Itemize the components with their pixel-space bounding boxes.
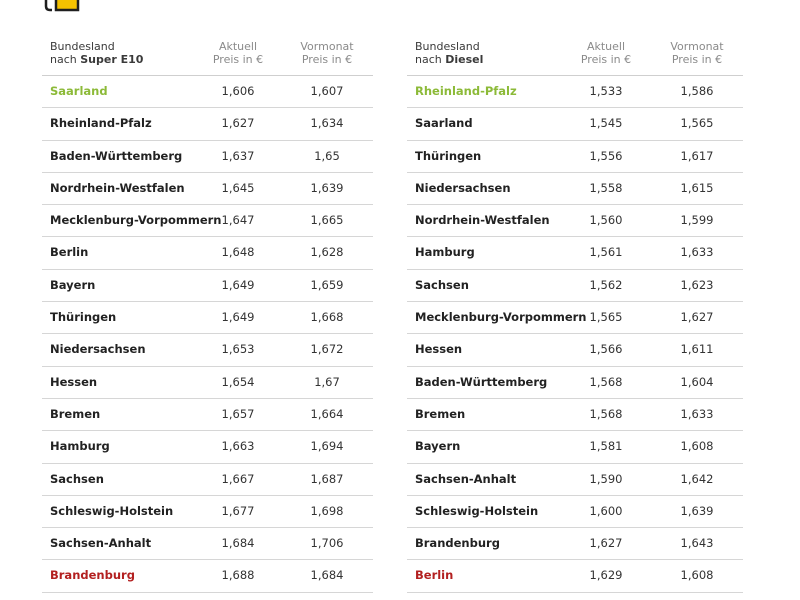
previous-price: 1,599 bbox=[680, 213, 714, 228]
state-name: Berlin bbox=[415, 568, 454, 583]
previous-price: 1,664 bbox=[310, 406, 344, 421]
previous-price: 1,615 bbox=[680, 180, 714, 195]
table-body bbox=[42, 76, 373, 593]
current-price: 1,649 bbox=[221, 310, 255, 325]
table-diesel bbox=[407, 37, 743, 593]
current-price: 1,545 bbox=[589, 116, 623, 131]
current-price: 1,581 bbox=[589, 439, 623, 454]
current-price: 1,657 bbox=[221, 406, 255, 421]
previous-price: 1,642 bbox=[680, 471, 714, 486]
table-row bbox=[407, 334, 743, 366]
state-name: Sachsen bbox=[50, 471, 104, 486]
fuel-pump-icon bbox=[42, 0, 82, 12]
table-row bbox=[407, 270, 743, 302]
state-name: Mecklenburg-Vorpommern bbox=[415, 310, 587, 325]
state-name: Hessen bbox=[415, 342, 463, 357]
table-row bbox=[42, 76, 373, 108]
header-state-prefix: nach bbox=[50, 53, 77, 66]
current-price: 1,667 bbox=[221, 471, 255, 486]
state-name: Thüringen bbox=[50, 310, 117, 325]
current-price: 1,558 bbox=[589, 180, 623, 195]
previous-price: 1,694 bbox=[310, 439, 344, 454]
previous-price: 1,617 bbox=[680, 148, 714, 163]
state-name: Baden-Württemberg bbox=[415, 374, 548, 389]
current-price: 1,648 bbox=[221, 245, 255, 260]
previous-price: 1,611 bbox=[680, 342, 714, 357]
table-super-e10 bbox=[42, 37, 373, 593]
previous-price: 1,608 bbox=[680, 439, 714, 454]
table-row bbox=[407, 367, 743, 399]
header-previous-price: Vormonat Preis in € bbox=[300, 40, 354, 66]
current-price: 1,566 bbox=[589, 342, 623, 357]
table-row bbox=[42, 334, 373, 366]
current-price: 1,561 bbox=[589, 245, 623, 260]
table-row bbox=[42, 173, 373, 205]
previous-price: 1,633 bbox=[680, 245, 714, 260]
header bbox=[0, 0, 800, 16]
table-row bbox=[42, 302, 373, 334]
header-state-label bbox=[50, 40, 143, 66]
current-price: 1,606 bbox=[221, 84, 255, 98]
table-row bbox=[407, 173, 743, 205]
table-body bbox=[407, 76, 743, 593]
table-row bbox=[407, 464, 743, 496]
table-row bbox=[407, 237, 743, 269]
previous-price: 1,643 bbox=[680, 536, 714, 551]
header-state-prefix: nach bbox=[415, 53, 442, 66]
state-name: Saarland bbox=[50, 84, 108, 98]
previous-price: 1,586 bbox=[680, 84, 714, 98]
previous-price: 1,608 bbox=[680, 568, 714, 583]
current-price: 1,556 bbox=[589, 148, 623, 163]
table-row bbox=[42, 108, 373, 140]
table-row bbox=[42, 560, 373, 592]
current-price: 1,600 bbox=[589, 503, 623, 518]
table-row bbox=[407, 431, 743, 463]
table-row bbox=[42, 367, 373, 399]
state-name: Thüringen bbox=[415, 148, 482, 163]
state-name: Sachsen-Anhalt bbox=[415, 471, 517, 486]
current-price: 1,568 bbox=[589, 406, 623, 421]
header-state-line1: Bundesland bbox=[50, 40, 115, 53]
previous-price: 1,665 bbox=[310, 213, 344, 228]
table-row bbox=[407, 496, 743, 528]
state-name: Saarland bbox=[415, 116, 473, 131]
previous-price: 1,668 bbox=[310, 310, 344, 325]
current-price: 1,629 bbox=[589, 568, 623, 583]
current-price: 1,663 bbox=[221, 439, 255, 454]
table-row bbox=[407, 399, 743, 431]
state-name: Brandenburg bbox=[415, 536, 500, 551]
current-price: 1,533 bbox=[589, 84, 623, 98]
previous-price: 1,628 bbox=[310, 245, 344, 260]
state-name: Niedersachsen bbox=[50, 342, 146, 357]
table-row bbox=[42, 431, 373, 463]
table-row bbox=[407, 141, 743, 173]
table-header bbox=[42, 37, 373, 76]
previous-price: 1,607 bbox=[310, 84, 344, 98]
previous-price: 1,633 bbox=[680, 406, 714, 421]
state-name: Rheinland-Pfalz bbox=[415, 84, 517, 98]
state-name: Hamburg bbox=[50, 439, 110, 454]
state-name: Bremen bbox=[50, 406, 101, 421]
state-name: Bayern bbox=[415, 439, 461, 454]
table-row bbox=[407, 108, 743, 140]
current-price: 1,654 bbox=[221, 374, 255, 389]
state-name: Brandenburg bbox=[50, 568, 135, 583]
table-row bbox=[407, 560, 743, 592]
state-name: Hessen bbox=[50, 374, 98, 389]
header-previous-price: Vormonat Preis in € bbox=[670, 40, 724, 66]
state-name: Bremen bbox=[415, 406, 466, 421]
state-name: Schleswig-Holstein bbox=[50, 503, 174, 518]
table-row bbox=[42, 399, 373, 431]
previous-price: 1,706 bbox=[310, 536, 344, 551]
current-price: 1,647 bbox=[221, 213, 255, 228]
table-row bbox=[407, 302, 743, 334]
previous-price: 1,67 bbox=[314, 374, 340, 389]
previous-price: 1,672 bbox=[310, 342, 344, 357]
previous-price: 1,565 bbox=[680, 116, 714, 131]
header-fuel-type: Diesel bbox=[445, 53, 484, 66]
current-price: 1,688 bbox=[221, 568, 255, 583]
current-price: 1,649 bbox=[221, 277, 255, 292]
previous-price: 1,627 bbox=[680, 310, 714, 325]
current-price: 1,627 bbox=[589, 536, 623, 551]
current-price: 1,645 bbox=[221, 180, 255, 195]
state-name: Nordrhein-Westfalen bbox=[415, 213, 550, 228]
table-row bbox=[42, 528, 373, 560]
state-name: Baden-Württemberg bbox=[50, 148, 183, 163]
previous-price: 1,623 bbox=[680, 277, 714, 292]
table-row bbox=[42, 205, 373, 237]
header-state-line1: Bundesland bbox=[415, 40, 480, 53]
header-current-price: Aktuell Preis in € bbox=[580, 40, 632, 66]
table-row bbox=[407, 528, 743, 560]
state-name: Sachsen-Anhalt bbox=[50, 536, 152, 551]
table-row bbox=[407, 205, 743, 237]
state-name: Sachsen bbox=[415, 277, 469, 292]
current-price: 1,560 bbox=[589, 213, 623, 228]
current-price: 1,637 bbox=[221, 148, 255, 163]
state-name: Hamburg bbox=[415, 245, 475, 260]
current-price: 1,684 bbox=[221, 536, 255, 551]
previous-price: 1,698 bbox=[310, 503, 344, 518]
state-name: Schleswig-Holstein bbox=[415, 503, 539, 518]
table-row bbox=[42, 464, 373, 496]
previous-price: 1,684 bbox=[310, 568, 344, 583]
table-row bbox=[407, 76, 743, 108]
header-state-label bbox=[415, 40, 483, 66]
state-name: Nordrhein-Westfalen bbox=[50, 180, 185, 195]
current-price: 1,590 bbox=[589, 471, 623, 486]
state-name: Berlin bbox=[50, 245, 89, 260]
previous-price: 1,687 bbox=[310, 471, 344, 486]
current-price: 1,568 bbox=[589, 374, 623, 389]
header-fuel-type: Super E10 bbox=[80, 53, 144, 66]
previous-price: 1,634 bbox=[310, 116, 344, 131]
state-name: Rheinland-Pfalz bbox=[50, 116, 152, 131]
state-name: Bayern bbox=[50, 277, 96, 292]
current-price: 1,653 bbox=[221, 342, 255, 357]
table-row bbox=[42, 237, 373, 269]
current-price: 1,677 bbox=[221, 503, 255, 518]
header-current-price: Aktuell Preis in € bbox=[212, 40, 264, 66]
state-name: Mecklenburg-Vorpommern bbox=[50, 213, 222, 228]
previous-price: 1,639 bbox=[310, 180, 344, 195]
table-header bbox=[407, 37, 743, 76]
previous-price: 1,604 bbox=[680, 374, 714, 389]
current-price: 1,565 bbox=[589, 310, 623, 325]
table-row bbox=[42, 270, 373, 302]
previous-price: 1,65 bbox=[314, 148, 340, 163]
state-name: Niedersachsen bbox=[415, 180, 511, 195]
current-price: 1,562 bbox=[589, 277, 623, 292]
table-row bbox=[42, 141, 373, 173]
previous-price: 1,639 bbox=[680, 503, 714, 518]
table-row bbox=[42, 496, 373, 528]
previous-price: 1,659 bbox=[310, 277, 344, 292]
current-price: 1,627 bbox=[221, 116, 255, 131]
